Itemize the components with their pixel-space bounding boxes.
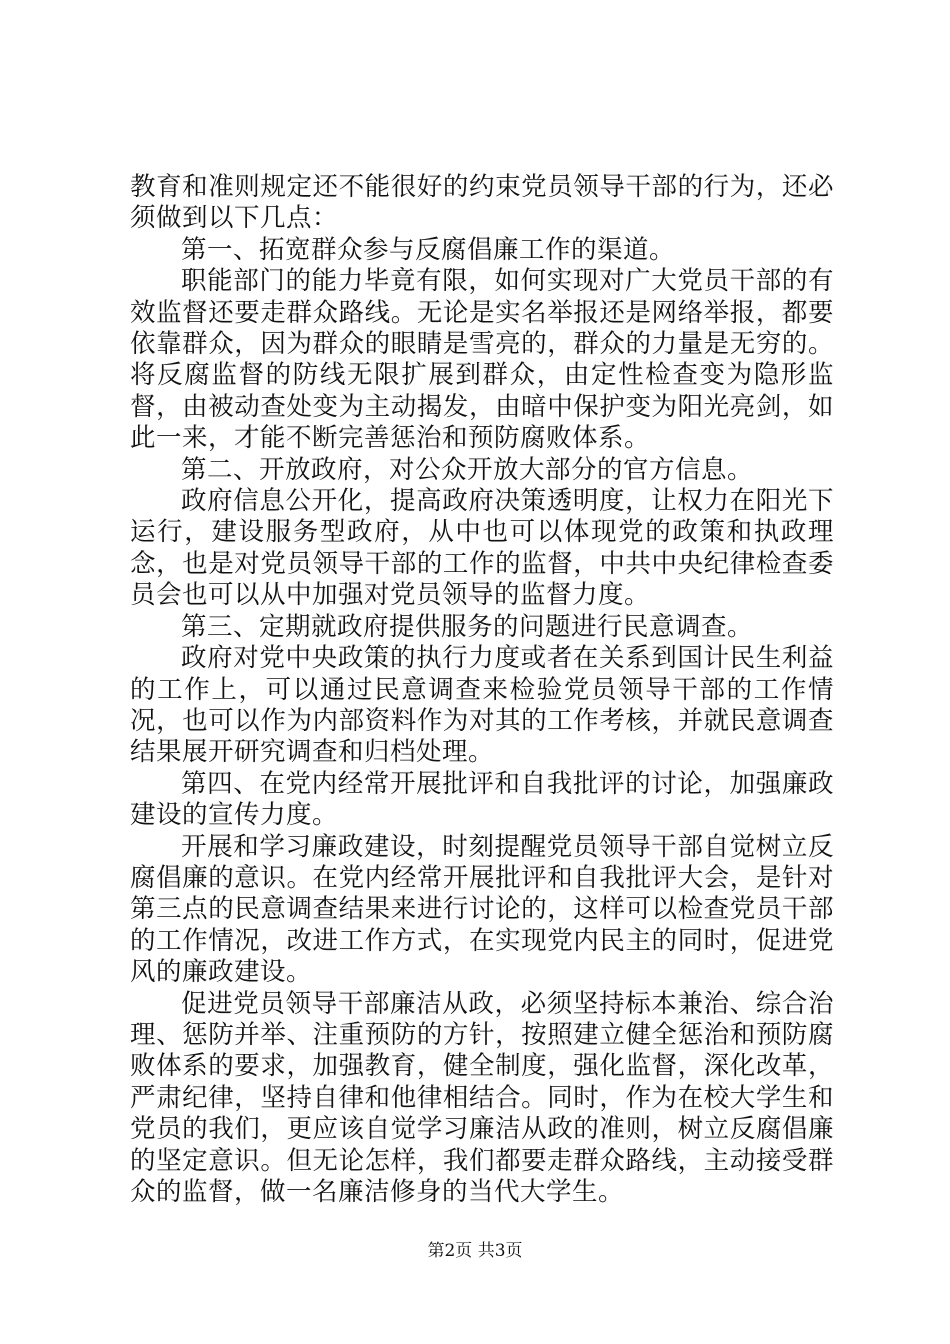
heading-point-one: 第一、拓宽群众参与反腐倡廉工作的渠道。 — [181, 234, 676, 265]
paragraph-point-three: 政府对党中央政策的执行力度或者在关系到国计民生利益的工作上，可以通过民意调查来检验党员领导干部的工作情况，也可以作为内部资料作为对其的工作考核，并就民意调查结果展开研究调查和归档处理。 — [130, 643, 834, 768]
heading-point-two: 第二、开放政府，对公众开放大部分的官方信息。 — [181, 454, 754, 485]
heading-point-four: 第四、在党内经常开展批评和自我批评的讨论，加强廉政建设的宣传力度。 — [130, 768, 834, 831]
paragraph-point-four: 开展和学习廉政建设，时刻提醒党员领导干部自觉树立反腐倡廉的意识。在党内经常开展批评和自我批评大会，是针对第三点的民意调查结果来进行讨论的，这样可以检查党员干部的工作情况，改进工作方式，在实现党内民主的同时，促进党风的廉政建设。 — [130, 831, 834, 988]
document-body — [130, 172, 834, 1208]
page-number-label: 第2页 共3页 — [427, 1241, 523, 1261]
page-footer — [0, 1240, 950, 1262]
paragraph-point-two: 政府信息公开化，提高政府决策透明度，让权力在阳光下运行，建设服务型政府，从中也可以体现党的政策和执政理念，也是对党员领导干部的工作的监督，中共中央纪律检查委员会也可以从中加强对党员领导的监督力度。 — [130, 486, 834, 611]
paragraph-point-one: 职能部门的能力毕竟有限，如何实现对广大党员干部的有效监督还要走群众路线。无论是实名举报还是网络举报，都要依靠群众，因为群众的眼睛是雪亮的，群众的力量是无穷的。将反腐监督的防线无限扩展到群众，由定性检查变为隐形监督，由被动查处变为主动揭发，由暗中保护变为阳光亮剑，如此一来，才能不断完善惩治和预防腐败体系。 — [130, 266, 834, 454]
paragraph-conclusion: 促进党员领导干部廉洁从政，必须坚持标本兼治、综合治理、惩防并举、注重预防的方针，按照建立健全惩治和预防腐败体系的要求，加强教育，健全制度，强化监督，深化改革，严肃纪律，坚持自律和他律相结合。同时，作为在校大学生和党员的我们，更应该自觉学习廉洁从政的准则，树立反腐倡廉的坚定意识。但无论怎样，我们都要走群众路线，主动接受群众的监督，做一名廉洁修身的当代大学生。 — [130, 988, 834, 1207]
heading-point-three: 第三、定期就政府提供服务的问题进行民意调查。 — [181, 611, 754, 642]
paragraph-intro: 教育和准则规定还不能很好的约束党员领导干部的行为，还必须做到以下几点： — [130, 172, 834, 234]
